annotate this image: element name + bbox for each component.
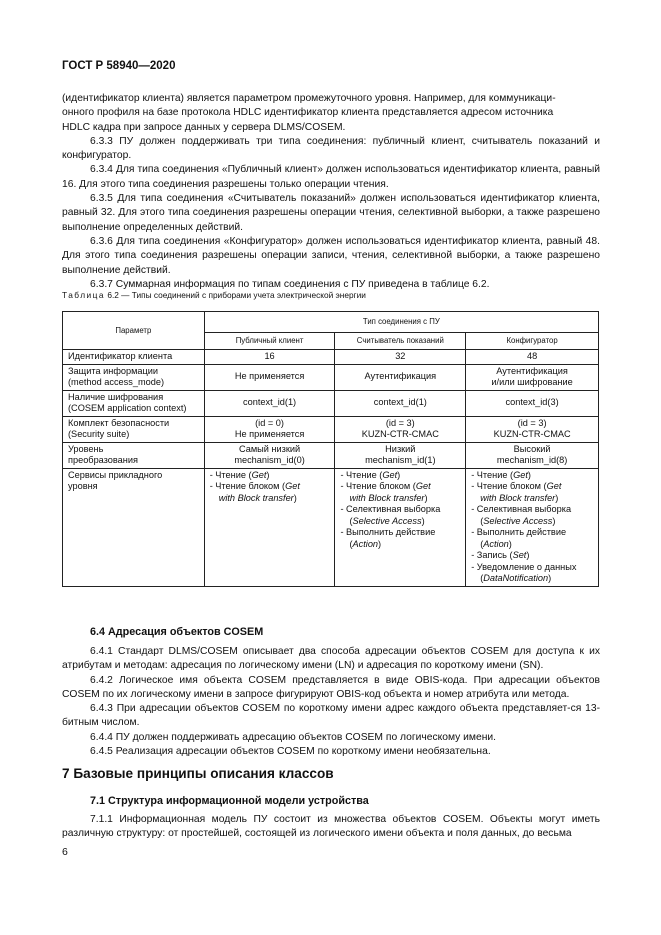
- paragraph-6-3-7: 6.3.7 Суммарная информация по типам соединения с ПУ приведена в таблице 6.2.: [90, 278, 490, 290]
- service-text: - Селективная выборка: [340, 504, 441, 514]
- cell-line: KUZN-CTR-CMAC: [361, 429, 439, 439]
- service-text: ): [527, 469, 531, 480]
- table-cell-param: [63, 350, 205, 365]
- column-header-public: Публичный клиент: [204, 333, 335, 350]
- table-cell-param: [63, 416, 205, 442]
- cell-line: Низкий: [385, 443, 416, 454]
- column-header-group: Тип соединения с ПУ: [204, 312, 598, 333]
- service-line: [471, 550, 593, 562]
- service-text: - Запись (: [471, 550, 513, 560]
- service-line: [340, 527, 460, 539]
- cell-line: Не применяется: [234, 371, 305, 382]
- service-text: ): [424, 492, 428, 503]
- cell-line: context_id(3): [505, 397, 559, 408]
- document-header: ГОСТ Р 58940—2020: [62, 60, 176, 72]
- service-line: [340, 539, 460, 551]
- service-line: [340, 481, 460, 493]
- table-cell-reader: [335, 442, 466, 468]
- cell-line: Идентификатор клиента: [68, 351, 173, 361]
- cell-line: Аутентификация: [364, 371, 437, 382]
- cell-line: KUZN-CTR-CMAC: [493, 429, 571, 439]
- service-term: with Block transfer: [480, 492, 556, 503]
- cell-line: mechanism_id(0): [234, 455, 305, 465]
- service-line: [471, 504, 593, 516]
- service-text: - Чтение (: [209, 469, 252, 480]
- service-text: ): [548, 573, 552, 583]
- cell-line: 48: [526, 351, 538, 361]
- column-header-config: Конфигуратор: [466, 333, 599, 350]
- table-cell-config: [466, 390, 599, 416]
- paragraph-6-4-2: 6.4.2 Логическое имя объекта COSEM представляется в виде OBIS-кода. При адресации объектов COSEM по их логическому имени в запросе фигурируют OBIS-код объекта и номер атрибута или метода.: [62, 674, 600, 700]
- table-cell-config: [466, 350, 599, 365]
- paragraph-7-1-1: 7.1.1 Информационная модель ПУ состоит из множества объектов COSEM. Объекты могут иметь различную структуру: от простейшей, состоящей из логического имени объекта и поля данных, до весьма: [62, 814, 600, 840]
- service-term: DataNotification: [483, 573, 549, 583]
- intro-line: HDLC кадра при запросе данных у сервера DLMS/COSEM.: [62, 121, 346, 133]
- service-text: ): [552, 515, 556, 526]
- service-text: ): [378, 538, 382, 549]
- column-header-reader: Считыватель показаний: [335, 333, 466, 350]
- paragraph-6-3-3: 6.3.3 ПУ должен поддерживать три типа соединения: публичный клиент, считыватель показаний и конфигуратор.: [62, 135, 600, 162]
- cell-line: mechanism_id(1): [365, 455, 436, 465]
- service-term: Get: [382, 469, 398, 480]
- cell-line: (method access_mode): [68, 377, 165, 387]
- service-line: [210, 493, 330, 505]
- table-row-services: [63, 468, 599, 586]
- service-line: [210, 481, 330, 493]
- service-line: [471, 573, 593, 585]
- paragraph-6-4-4: 6.4.4 ПУ должен поддерживать адресацию объектов COSEM по логическому имени.: [90, 731, 497, 743]
- service-line: [340, 504, 460, 516]
- cell-line: Сервисы прикладного: [68, 469, 163, 480]
- table-cell-public: [204, 416, 335, 442]
- paragraph-6-4-1: 6.4.1 Стандарт DLMS/COSEM описывает два способа адресации объектов COSEM для доступа к их атрибутам и методам: адресация по логическому имени (LN) и адресация по короткому имени (SN).: [62, 646, 600, 672]
- cell-line: уровня: [68, 481, 98, 491]
- service-text: ): [397, 469, 401, 480]
- cell-line: 16: [264, 351, 275, 361]
- service-line: [471, 562, 593, 574]
- table-caption-label: Таблица: [62, 290, 106, 300]
- service-term: with Block transfer: [349, 492, 425, 503]
- section-6-3-text: [62, 92, 600, 292]
- service-term: Selective Access: [352, 515, 422, 526]
- cell-line: context_id(1): [243, 397, 297, 408]
- table-cell-config: [466, 442, 599, 468]
- table-cell-public: [204, 442, 335, 468]
- cell-line: преобразования: [68, 455, 138, 465]
- service-term: Get: [546, 481, 562, 491]
- table-cell-public: [204, 390, 335, 416]
- cell-line: Уровень: [68, 443, 104, 454]
- service-text: - Чтение (: [340, 469, 383, 480]
- service-line: [471, 516, 593, 528]
- table-row: [63, 350, 599, 365]
- table-cell-reader: [335, 416, 466, 442]
- cell-line: (id = 3): [517, 417, 547, 428]
- cell-line: (COSEM application context): [68, 403, 187, 413]
- service-text: ): [555, 492, 559, 503]
- table-cell-config: [466, 468, 599, 586]
- service-line: [471, 527, 593, 539]
- service-text: (: [480, 515, 484, 526]
- page-number: 6: [62, 846, 68, 858]
- table-caption: [62, 290, 366, 300]
- table-cell-param: [63, 390, 205, 416]
- table-cell-public: [204, 350, 335, 365]
- service-line: [340, 516, 460, 528]
- paragraph-6-3-4: 6.3.4 Для типа соединения «Публичный клиент» должен использоваться идентификатор клиента, равный 16. Для этого типа соединения разрешены только операции чтения.: [62, 164, 600, 190]
- cell-line: mechanism_id(8): [496, 455, 568, 465]
- table-cell-param: [63, 364, 205, 390]
- table-cell-public: [204, 468, 335, 586]
- table-cell-reader: [335, 350, 466, 365]
- cell-line: context_id(1): [373, 397, 427, 408]
- service-text: ): [421, 515, 425, 526]
- cell-line: Высокий: [513, 443, 551, 454]
- service-line: [471, 470, 593, 482]
- service-text: (: [349, 515, 353, 526]
- table-cell-reader: [335, 468, 466, 586]
- intro-line: (идентификатор клиента) является параметром промежуточного уровня. Например, для коммуникаци-: [62, 93, 556, 104]
- table-cell-reader: [335, 390, 466, 416]
- paragraph-6-4-5: 6.4.5 Реализация адресации объектов COSEM по короткому имени необязательна.: [90, 746, 491, 758]
- table-cell-public: [204, 364, 335, 390]
- cell-line: (Security suite): [68, 429, 130, 439]
- service-text: - Уведомление о данных: [471, 561, 577, 572]
- service-text: - Выполнить действие: [471, 527, 567, 537]
- service-line: [471, 481, 593, 493]
- service-text: - Чтение (: [471, 469, 514, 480]
- cell-line: и/или шифрование: [491, 377, 573, 387]
- cell-line: (id = 3): [385, 417, 415, 428]
- cell-line: Не применяется: [234, 429, 305, 439]
- service-line: [340, 493, 460, 505]
- connection-types-table: [62, 311, 599, 587]
- cell-line: 32: [395, 351, 406, 361]
- section-7-1-title: 7.1 Структура информационной модели устройства: [90, 795, 369, 807]
- cell-line: Защита информации: [68, 365, 159, 376]
- column-header-parameter: Параметр: [63, 312, 205, 350]
- service-text: - Чтение блоком (: [340, 481, 416, 491]
- cell-line: Наличие шифрования: [68, 391, 164, 402]
- table-cell-config: [466, 364, 599, 390]
- service-term: with Block transfer: [218, 492, 294, 503]
- service-text: - Выполнить действие: [340, 527, 436, 537]
- cell-line: Аутентификация: [496, 365, 568, 376]
- service-term: Get: [513, 469, 528, 480]
- table-cell-reader: [335, 364, 466, 390]
- section-7-1-text: [62, 813, 600, 842]
- service-line: [340, 470, 460, 482]
- table-row: [63, 390, 599, 416]
- service-text: ): [293, 492, 297, 503]
- service-text: - Чтение блоком (: [471, 481, 547, 491]
- table-row: [63, 442, 599, 468]
- service-text: - Чтение блоком (: [209, 481, 286, 491]
- service-term: Selective Access: [483, 515, 553, 526]
- section-6-4-title: 6.4 Адресация объектов COSEM: [90, 626, 264, 638]
- service-line: [471, 539, 593, 551]
- section-7-title: 7 Базовые принципы описания классов: [62, 766, 334, 781]
- table-cell-param: [63, 442, 205, 468]
- service-text: (: [349, 538, 353, 549]
- service-term: Action: [483, 538, 509, 549]
- table-row: [63, 416, 599, 442]
- paragraph-6-4-3: 6.4.3 При адресации объектов COSEM по короткому имени адрес каждого объекта представляет-ся 13-битным числом.: [62, 703, 600, 729]
- service-line: [210, 470, 330, 482]
- service-term: Action: [352, 538, 379, 549]
- cell-line: Комплект безопасности: [68, 417, 170, 428]
- table-row: [63, 364, 599, 390]
- section-6-4-text: [62, 645, 600, 759]
- service-term: Get: [415, 481, 431, 491]
- service-term: Get: [285, 481, 300, 491]
- service-term: Get: [251, 469, 267, 480]
- paragraph-6-3-5: 6.3.5 Для типа соединения «Считыватель показаний» должен использоваться идентификатор клиента, равный 32. Для этого типа соединения разрешены операции чтения, селективной выборки, а также разрешено выполнение определенных действий.: [62, 193, 600, 233]
- service-text: - Селективная выборка: [471, 504, 572, 514]
- service-text: (: [480, 538, 484, 549]
- table-cell-config: [466, 416, 599, 442]
- cell-line: (id = 0): [255, 417, 284, 428]
- cell-line: Самый низкий: [238, 443, 301, 454]
- service-text: ): [266, 469, 270, 480]
- table-cell-parameter: [63, 468, 205, 586]
- service-text: ): [508, 538, 512, 549]
- intro-line: онного профиля на базе протокола HDLC идентификатор клиента представляется адресом источника: [62, 107, 554, 119]
- paragraph-6-3-6: 6.3.6 Для типа соединения «Конфигуратор» должен использоваться идентификатор клиента, равный 48. Для этого типа соединения разрешены операции записи, чтения, селективной выборки, а также разрешено выполнение действий.: [62, 235, 600, 276]
- service-line: [471, 493, 593, 505]
- service-text: ): [526, 550, 530, 560]
- service-term: Set: [512, 550, 527, 560]
- service-text: (: [480, 573, 484, 583]
- table-caption-text: 6.2 — Типы соединений с приборами учета электрической энергии: [107, 290, 366, 300]
